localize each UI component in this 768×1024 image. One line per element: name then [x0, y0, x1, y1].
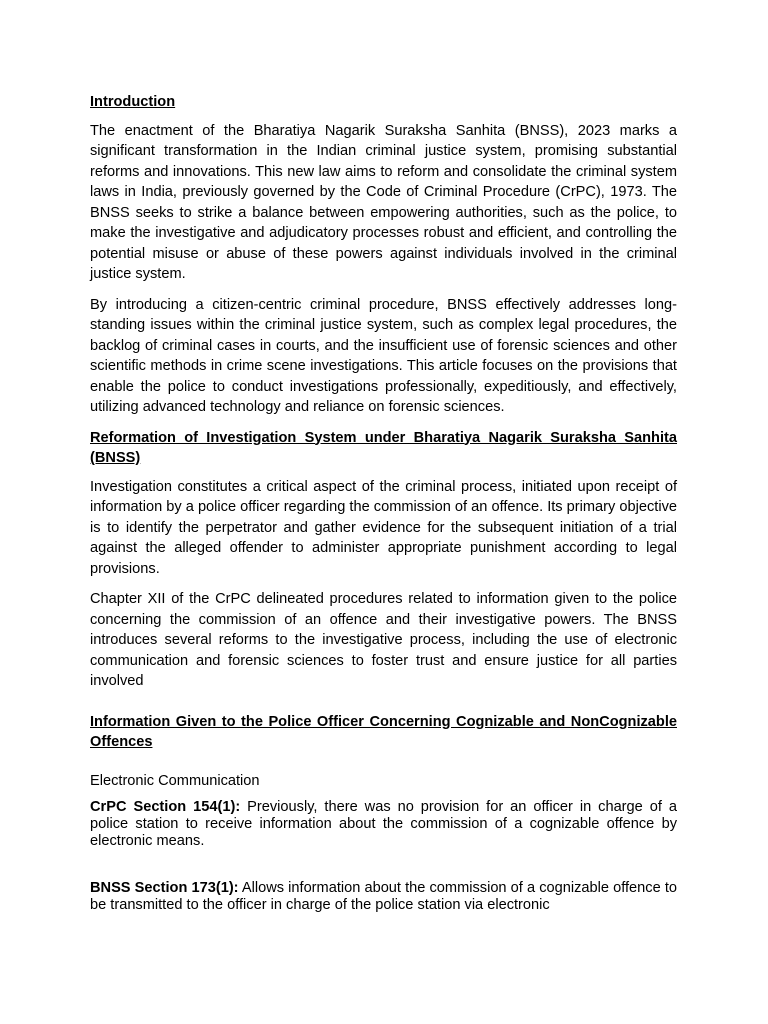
document-page [90, 92, 677, 924]
crpc-section-text: Previously, there was no provision for an officer in charge of a police station to receive information about the commission of a cognizable offence by electronic means. [90, 799, 678, 849]
section-heading-introduction: Introduction [90, 94, 176, 110]
spacer [90, 860, 677, 880]
bnss-section-paragraph [90, 880, 677, 914]
intro-paragraph-1: The enactment of the Bharatiya Nagarik Suraksha Sanhita (BNSS), 2023 marks a significant transformation in the Indian criminal justice system, promising substantial reforms and innovations. This new law aims to reform and consolidate the criminal system laws in India, previously governed by the Code of Criminal Procedure (CrPC), 1973. The BNSS seeks to strike a balance between empowering authorities, such as the police, to make the investigative and adjudicatory processes robust and efficient, and controlling the potential misuse or abuse of these powers against individuals involved in the criminal justice system. [90, 122, 677, 282]
spacer [90, 702, 677, 712]
section-heading-information: Information Given to the Police Officer Concerning Cognizable and NonCognizable Offences [90, 713, 677, 750]
bnss-section-text: Allows information about the commission of a cognizable offence to be transmitted to the officer in charge of the police station via electronic [90, 880, 677, 913]
section-heading-reformation: Reformation of Investigation System under Bharatiya Nagarik Suraksha Sanhita (BNSS) [90, 429, 677, 466]
subheading-electronic-communication: Electronic Communication [90, 772, 260, 789]
reformation-paragraph-2: Chapter XII of the CrPC delineated procedures related to information given to the police concerning the commission of an offence and their investigative powers. The BNSS introduces several reforms to the investigative process, including the use of electronic communication and forensic sciences to foster trust and ensure justice for all parties involved [90, 591, 677, 689]
reformation-paragraph-1: Investigation constitutes a critical aspect of the criminal process, initiated upon receipt of information by a police officer regarding the commission of an offence. Its primary objective is to identify the perpetrator and gather evidence for the subsequent initiation of a trial against the alleged offender to administer appropriate punishment according to legal provisions. [90, 478, 677, 577]
crpc-section-paragraph [90, 799, 677, 850]
spacer [90, 761, 677, 771]
bnss-section-label: BNSS Section 173(1): [90, 880, 239, 896]
crpc-section-label: CrPC Section 154(1): [90, 799, 241, 815]
intro-paragraph-2: By introducing a citizen-centric criminal procedure, BNSS effectively addresses long-standing issues within the criminal justice system, such as complex legal procedures, the backlog of criminal cases in courts, and the insufficient use of forensic sciences and other scientific methods in crime scene investigations. This article focuses on the provisions that enable the police to conduct investigations professionally, expeditiously, and effectively, utilizing advanced technology and reliance on forensic sciences. [90, 296, 677, 415]
